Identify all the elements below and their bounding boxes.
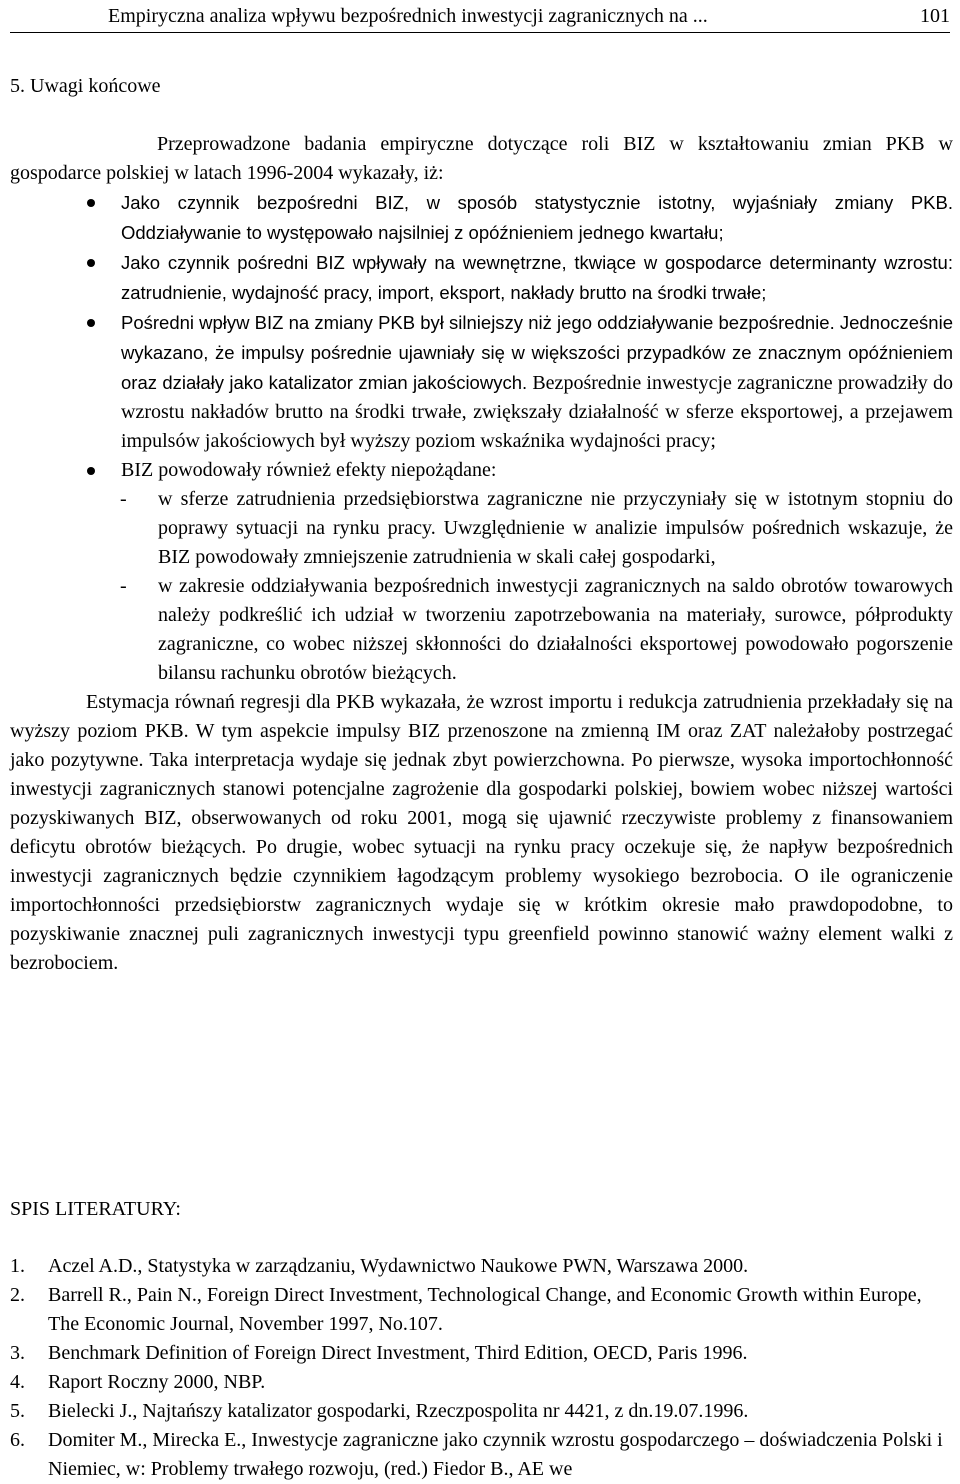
dash-marker: - (120, 575, 127, 597)
dash-item (10, 572, 953, 688)
list-item (10, 188, 953, 248)
list-item-text: Pośredni wpływ BIZ na zmiany PKB był silniejszy niż jego oddziaływanie bezpośrednie. Jednocześnie wykazano, że impulsy pośrednie ujawniały się w większości przypadków ze znacznym opóźnieniem oraz działały jako katalizator zmian jakościowych. (121, 312, 953, 393)
bullet-icon (87, 467, 95, 475)
running-title: Empiryczna analiza wpływu bezpośrednich inwestycji zagranicznych na ... (108, 5, 708, 27)
reference-item (10, 1252, 953, 1281)
bullet-icon (87, 199, 95, 207)
reference-item (10, 1339, 953, 1368)
page-number: 101 (920, 5, 950, 27)
body-text (10, 130, 953, 978)
reference-text: Raport Roczny 2000, NBP. (48, 1371, 266, 1393)
running-header (10, 0, 950, 33)
list-item-text-continued: Bezpośrednie inwestycje zagraniczne prowadziły do wzrostu nakładów brutto na środki trwałe, zwiększały działalność w sferze eksportowej, a przejawem impulsów jakościowych był wyższy poziom wskaźnika wydajności pracy; (121, 372, 953, 452)
reference-number: 4. (10, 1371, 25, 1393)
list-item (10, 248, 953, 308)
intro-paragraph: Przeprowadzone badania empiryczne dotyczące roli BIZ w kształtowaniu zmian PKB w gospodarce polskiej w latach 1996-2004 wykazały, iż: (10, 133, 953, 184)
dash-item (10, 485, 953, 572)
list-item-text: Jako czynnik bezpośredni BIZ, w sposób statystycznie istotny, wyjaśniały zmiany PKB. Oddziaływanie to występowało najsilniej z opóźnieniem jednego kwartału; (121, 192, 953, 243)
bullet-icon (87, 259, 95, 267)
list-item-text: BIZ powodowały również efekty niepożądane: (121, 459, 497, 481)
section-heading: 5. Uwagi końcowe (10, 75, 161, 97)
references-list (10, 1252, 953, 1484)
reference-number: 3. (10, 1342, 25, 1364)
reference-number: 2. (10, 1284, 25, 1306)
list-item (10, 308, 953, 456)
list-item (10, 456, 953, 485)
reference-item (10, 1281, 953, 1339)
dash-item-text: w zakresie oddziaływania bezpośrednich inwestycji zagranicznych na saldo obrotów towarowych należy podkreślić ich udział w tworzeniu zapotrzebowania na materiały, surowce, półprodukty zagraniczne, co wobec niższej skłonności do działalności eksportowej powodowało pogorszenie bilansu rachunku obrotów bieżących. (158, 575, 953, 684)
reference-number: 5. (10, 1400, 25, 1422)
reference-text: Domiter M., Mirecka E., Inwestycje zagraniczne jako czynnik wzrostu gospodarczego – doświadczenia Polski i Niemiec, w: Problemy trwałego rozwoju, (red.) Fiedor B., AE we (48, 1429, 943, 1480)
reference-number: 1. (10, 1255, 25, 1277)
reference-item (10, 1426, 953, 1484)
reference-text: Barrell R., Pain N., Foreign Direct Investment, Technological Change, and Economic Growth within Europe, The Economic Journal, November 1997, No.107. (48, 1284, 922, 1335)
reference-text: Aczel A.D., Statystyka w zarządzaniu, Wydawnictwo Naukowe PWN, Warszawa 2000. (48, 1255, 749, 1277)
dash-marker: - (120, 488, 127, 510)
list-item-text: Jako czynnik pośredni BIZ wpływały na wewnętrzne, tkwiące w gospodarce determinanty wzrostu: zatrudnienie, wydajność pracy, import, eksport, nakłady brutto na środki trwałe; (121, 252, 953, 303)
reference-number: 6. (10, 1429, 25, 1451)
dash-item-text: w sferze zatrudnienia przedsiębiorstwa zagraniczne nie przyczyniały się w istotnym stopniu do poprawy sytuacji na rynku pracy. Uwzględnienie w analizie impulsów pośrednich wskazuje, że BIZ powodowały zmniejszenie zatrudnienia w skali całej gospodarki, (158, 488, 953, 568)
reference-text: Benchmark Definition of Foreign Direct Investment, Third Edition, OECD, Paris 1996. (48, 1342, 748, 1364)
reference-item (10, 1368, 953, 1397)
conclusion-paragraph: Estymacja równań regresji dla PKB wykazała, że wzrost importu i redukcja zatrudnienia przekładały się na wyższy poziom PKB. W tym aspekcie impulsy BIZ przenoszone na zmienną IM oraz ZAT należałoby postrzegać jako pozytywne. Taka interpretacja wydaje się jednak zbyt powierzchowna. Po pierwsze, wysoka importochłonność inwestycji zagranicznych stanowi potencjalne zagrożenie dla gospodarki polskiej, bowiem wobec niższej wartości pozyskiwanych BIZ, obserwowanych od roku 2001, mogą się ujawnić rzeczywiste problemy z finansowaniem deficytu obrotów bieżących. Po drugie, wobec sytuacji na rynku pracy oczekuje się, że napływ bezpośrednich inwestycji zagranicznych będzie czynnikiem łagodzącym problemy wysokiego bezrobocia. O ile ograniczenie importochłonności przedsiębiorstw zagranicznych wydaje się w krótkim okresie mało prawdopodobne, to pozyskiwanie znacznej puli zagranicznych inwestycji typu greenfield powinno stanowić ważny element walki z bezrobociem. (10, 691, 953, 974)
reference-text: Bielecki J., Najtańszy katalizator gospodarki, Rzeczpospolita nr 4421, z dn.19.07.1996. (48, 1400, 749, 1422)
bullet-icon (87, 319, 95, 327)
references-heading: SPIS LITERATURY: (10, 1198, 181, 1220)
findings-list (10, 188, 953, 485)
reference-item (10, 1397, 953, 1426)
